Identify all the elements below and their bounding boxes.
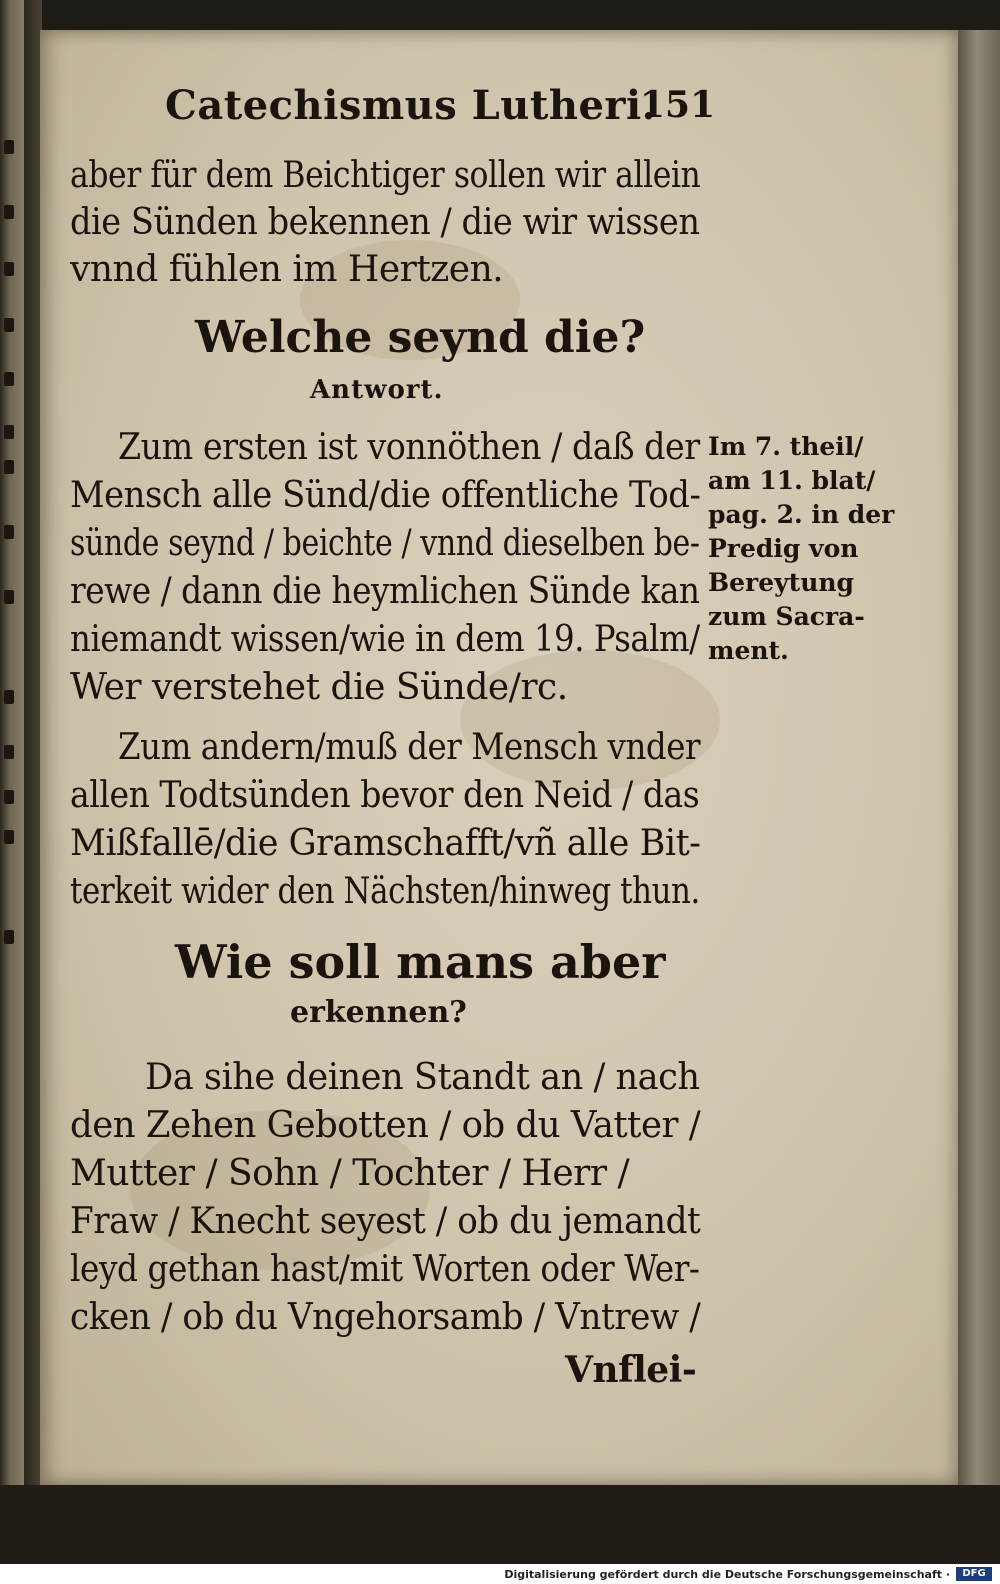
paragraph-3-line-4: terkeit wider den Nächsten/hinweg thun. xyxy=(70,871,700,912)
paragraph-2-line-5: niemandt wissen/wie in dem 19. Psalm/ xyxy=(70,619,700,660)
paragraph-4-line-5: leyd gethan hast/mit Worten oder Wer- xyxy=(70,1249,700,1290)
paragraph-4-line-4: Fraw / Knecht seyest / ob du jemandt xyxy=(70,1201,701,1242)
running-title: Catechismus Lutheri. xyxy=(165,82,657,129)
marginal-note xyxy=(708,430,894,668)
paragraph-4-line-1: Da sihe deinen Standt an / nach xyxy=(145,1057,700,1098)
digitization-note: Digitalisierung gefördert durch die Deutsche Forschungsgemeinschaft · xyxy=(504,1568,950,1581)
answer-label: Antwort. xyxy=(310,375,444,405)
marginal-note-line-4: Predig von xyxy=(708,534,859,563)
paragraph-4-line-3: Mutter / Sohn / Tochter / Herr / xyxy=(70,1153,630,1194)
paragraph-3-line-2: allen Todtsünden bevor den Neid / das xyxy=(70,775,700,816)
dfg-logo: DFG xyxy=(956,1567,992,1581)
marginal-note-line-7: ment. xyxy=(708,636,789,665)
paragraph-1-line-2: die Sünden bekennen / die wir wissen xyxy=(70,202,700,243)
paragraph-4-line-6: cken / ob du Vngehorsamb / Vntrew / xyxy=(70,1297,701,1338)
question-2-heading: Wie soll mans aber xyxy=(175,935,666,989)
paragraph-1-line-1: aber für dem Beichtiger sollen wir allein xyxy=(70,155,701,196)
marginal-note-line-1: Im 7. theil/ xyxy=(708,432,864,461)
marginal-note-line-5: Bereytung xyxy=(708,568,855,597)
marginal-note-line-2: am 11. blat/ xyxy=(708,466,876,495)
page-block-edge xyxy=(958,30,1000,1490)
page-number: 151 xyxy=(640,84,716,126)
paragraph-2-line-1: Zum ersten ist vonnöthen / daß der xyxy=(118,427,700,468)
paragraph-2-line-6: Wer verstehet die Sünde/rc. xyxy=(70,667,568,708)
paragraph-2-line-3: sünde seynd / beichte / vnnd dieselben be- xyxy=(70,523,700,564)
paragraph-2-line-2: Mensch alle Sünd/die offentliche Tod- xyxy=(70,475,701,516)
question-1-heading: Welche seynd die? xyxy=(195,312,646,363)
facing-page-edge xyxy=(0,0,24,1584)
paragraph-2-line-4: rewe / dann die heymlichen Sünde kan xyxy=(70,571,700,612)
paragraph-1-line-3: vnnd fühlen im Hertzen. xyxy=(70,249,504,290)
digitization-footer xyxy=(0,1564,1000,1584)
marginal-note-line-3: pag. 2. in der xyxy=(708,500,895,529)
question-2-heading-continued: erkennen? xyxy=(290,995,467,1030)
catchword: Vnflei- xyxy=(565,1349,697,1391)
paragraph-3-line-3: Mißfallē/die Gramschafft/vñ alle Bit- xyxy=(70,823,701,864)
marginal-note-line-6: zum Sacra- xyxy=(708,602,865,631)
scan-background xyxy=(0,1485,1000,1565)
paragraph-3-line-1: Zum andern/muß der Mensch vnder xyxy=(118,727,701,768)
paragraph-4-line-2: den Zehen Gebotten / ob du Vatter / xyxy=(70,1105,701,1146)
